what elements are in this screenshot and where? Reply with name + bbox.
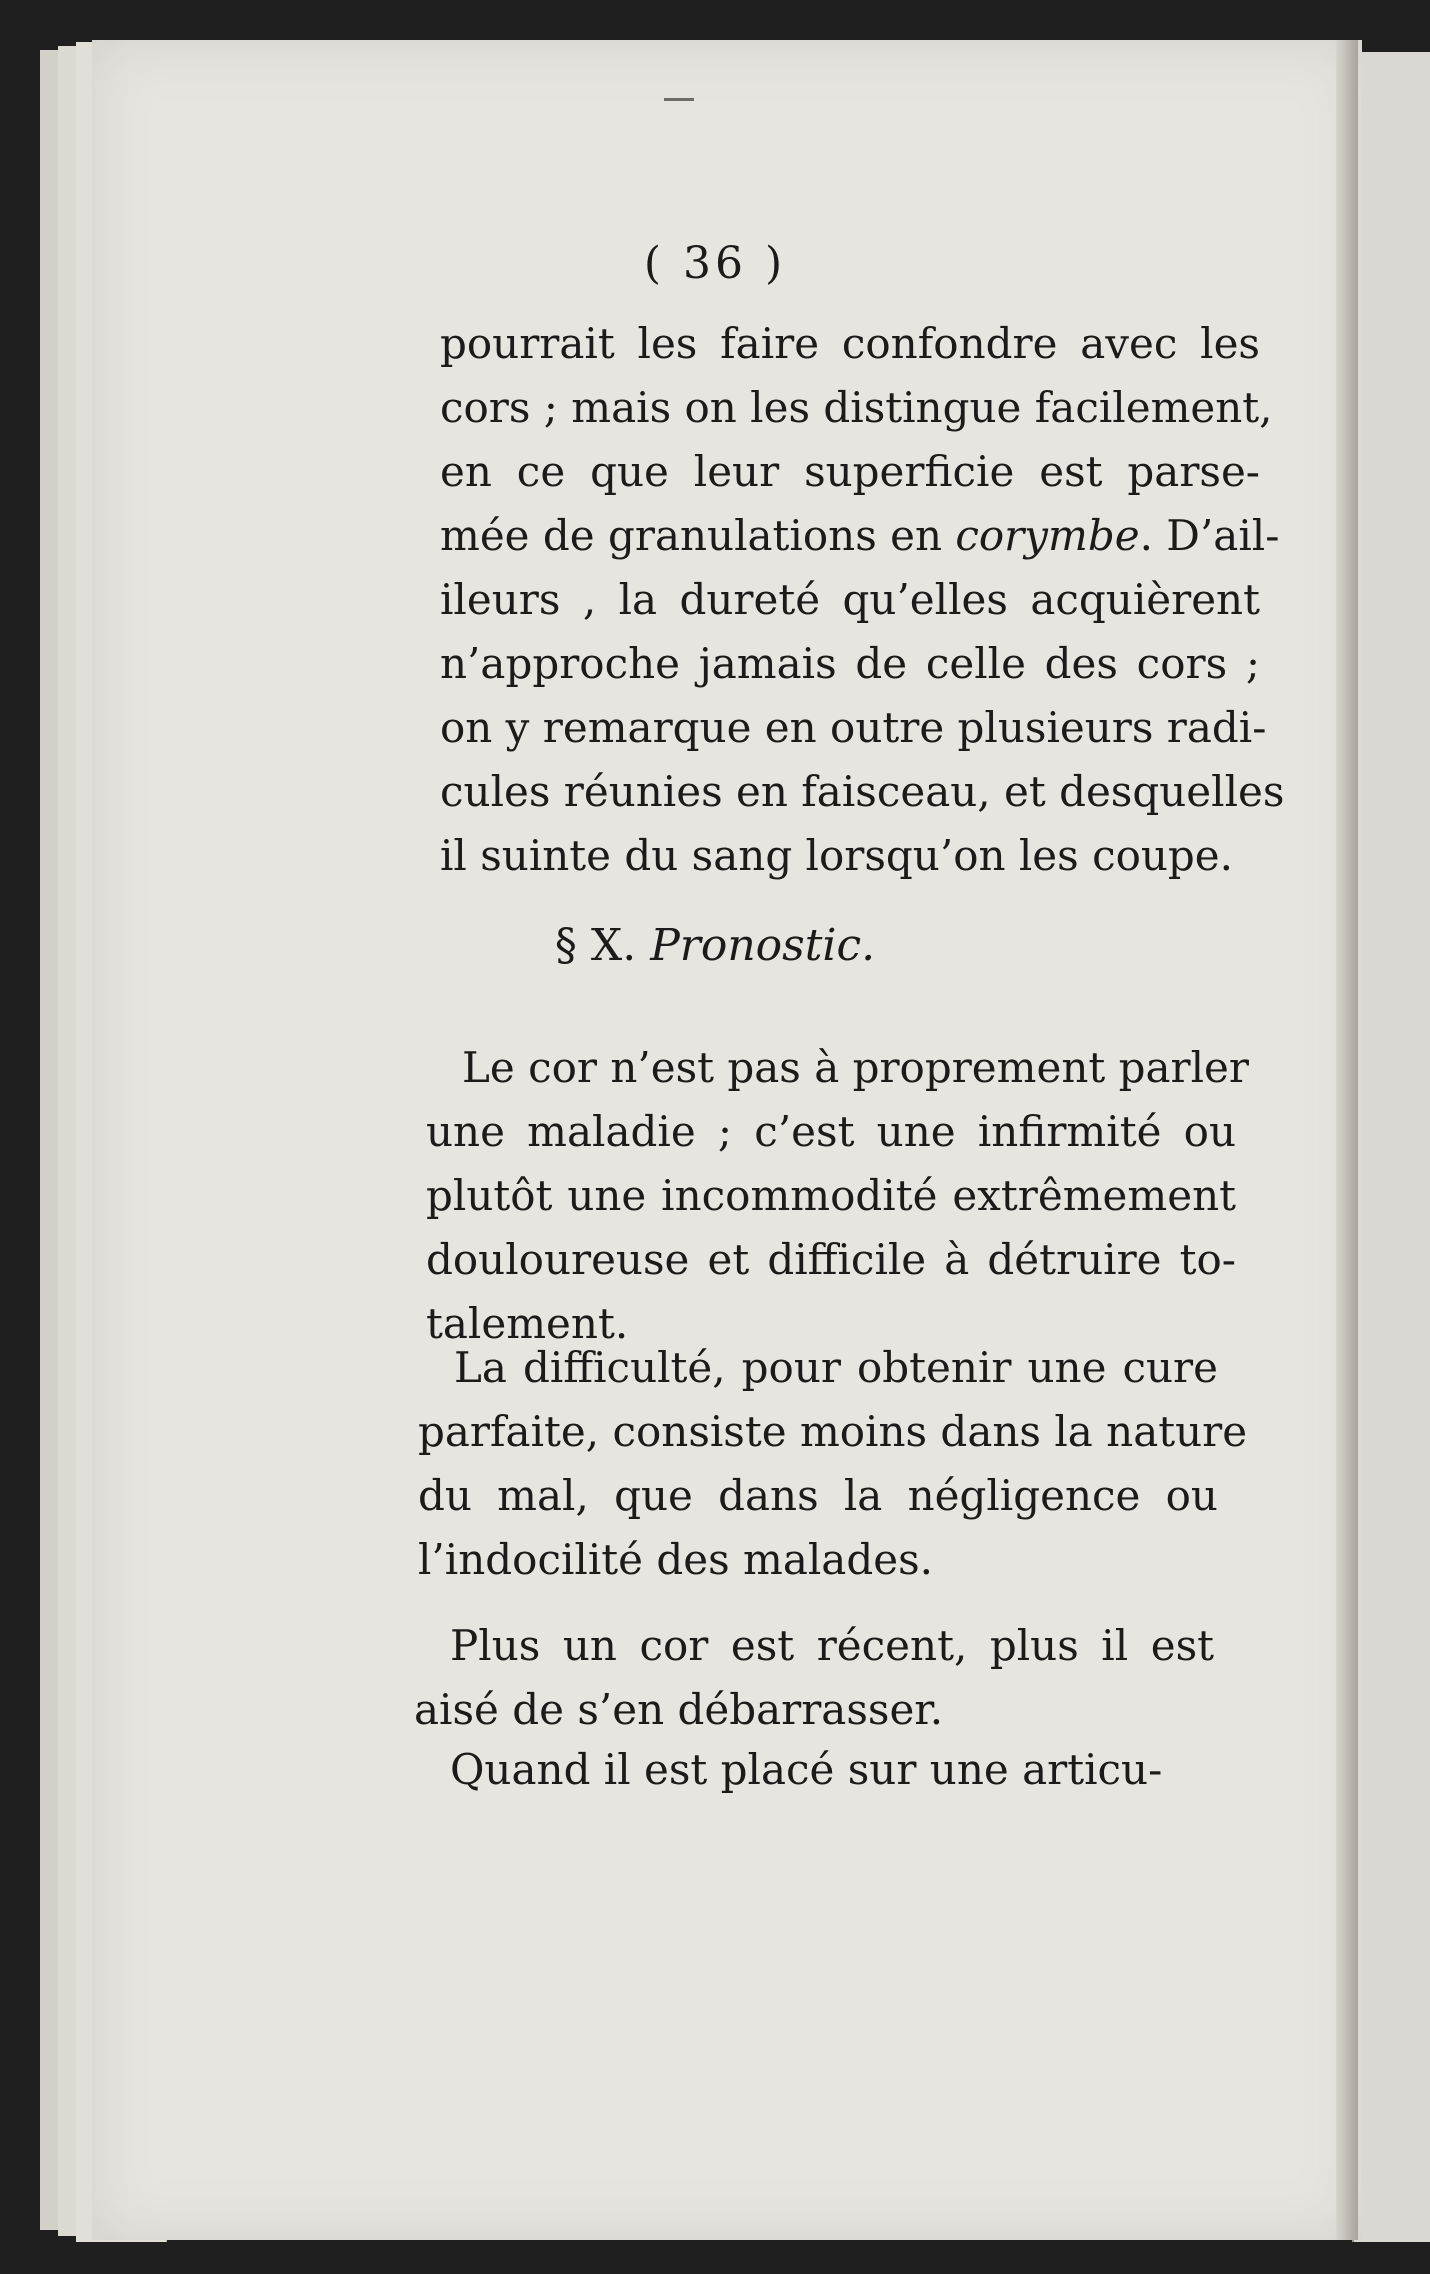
page-number: ( 36 ): [643, 238, 787, 289]
page-gutter: [1336, 40, 1358, 2240]
italic-term: corymbe: [955, 511, 1140, 560]
text-line: talement.: [426, 1299, 629, 1348]
text-line: Le cor n’est pas à proprement parler: [462, 1043, 1249, 1092]
paragraph-continued: [440, 312, 1285, 888]
text-line: ileurs , la dureté qu’elles acquièrent: [440, 575, 1260, 624]
text-line: aisé de s’en débarrasser.: [414, 1685, 944, 1734]
text-fragment: . D’ail-: [1139, 511, 1280, 560]
text-line: parfaite, consiste moins dans la nature: [418, 1407, 1248, 1456]
text-line: il suinte du sang lorsqu’on les coupe.: [440, 831, 1234, 880]
text-line: une maladie ; c’est une infirmité ou: [426, 1107, 1236, 1156]
text-line: en ce que leur superficie est parse-: [440, 447, 1260, 496]
text-line: n’approche jamais de celle des cors ;: [440, 639, 1260, 688]
paragraph-pronostic: [426, 1036, 1249, 1356]
text-fragment: mée de granulations en: [440, 511, 956, 560]
text-line: on y remarque en outre plusieurs radi-: [440, 703, 1267, 752]
text-line-mixed: [440, 504, 1280, 568]
paragraph-difficulty: [418, 1336, 1248, 1592]
text-line: du mal, que dans la négligence ou: [418, 1471, 1218, 1520]
text-line: cors ; mais on les distingue facilement,: [440, 383, 1273, 432]
paragraph-recent: [414, 1614, 1214, 1742]
text-line: Quand il est placé sur une articu-: [450, 1745, 1163, 1794]
section-heading: [0, 920, 1430, 971]
text-line: l’indocilité des malades.: [418, 1535, 933, 1584]
paragraph-articulation: [414, 1738, 1214, 1802]
text-line: plutôt une incommodité extrêmement: [426, 1171, 1236, 1220]
section-number: § X.: [554, 920, 637, 971]
facing-page: [1352, 52, 1430, 2242]
text-line: Plus un cor est récent, plus il est: [450, 1621, 1214, 1670]
text-line: La difficulté, pour obtenir une cure: [454, 1343, 1218, 1392]
section-title: Pronostic.: [650, 920, 876, 971]
text-line: cules réunies en faisceau, et desquelles: [440, 767, 1285, 816]
top-mark: [664, 98, 694, 101]
text-line: douloureuse et difficile à détruire to-: [426, 1235, 1236, 1284]
text-line: pourrait les faire confondre avec les: [440, 319, 1260, 368]
